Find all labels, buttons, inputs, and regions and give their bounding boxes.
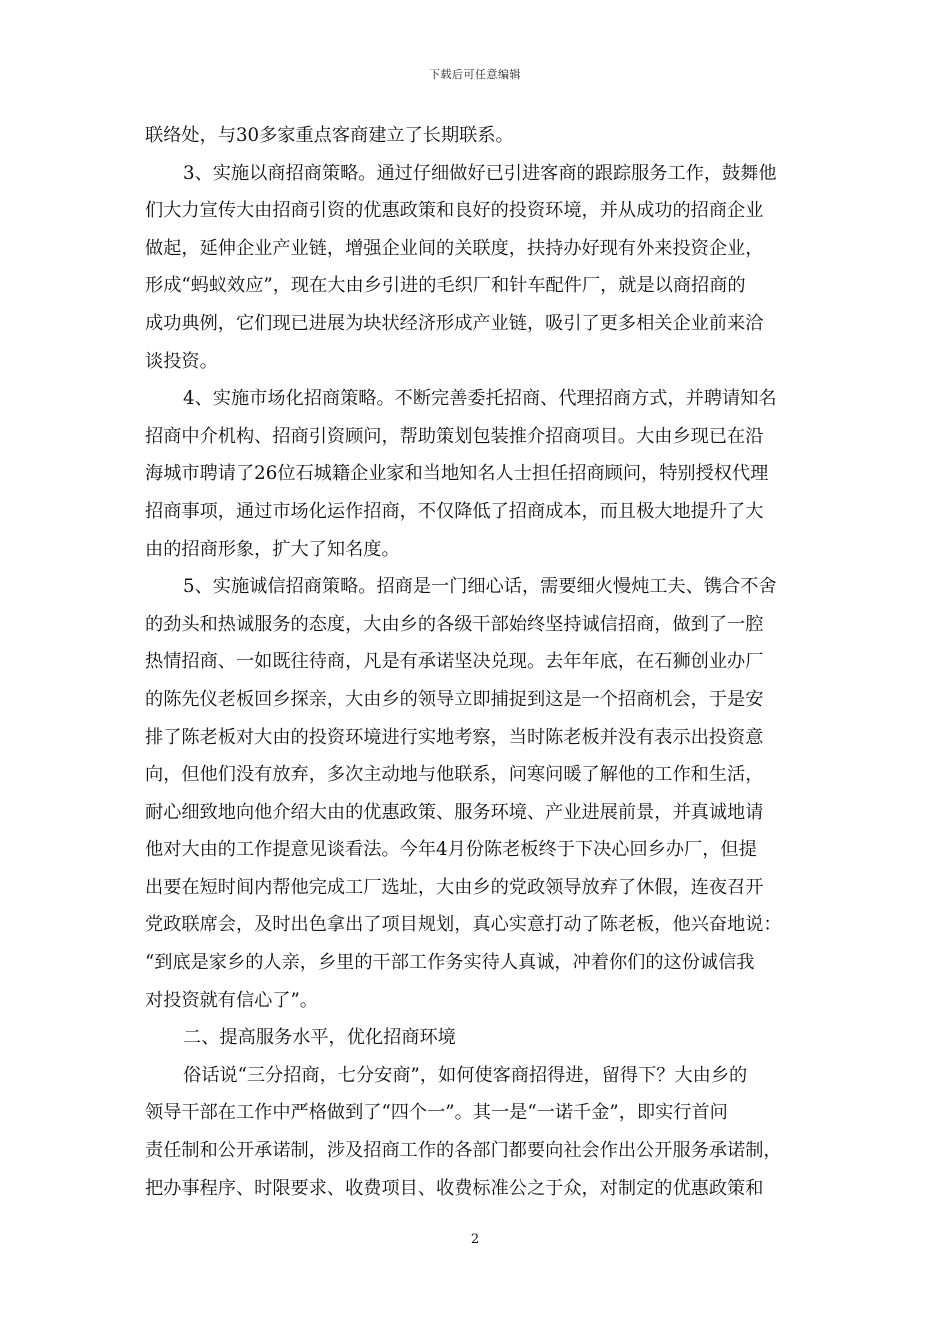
paragraph [145,117,807,155]
text-line: 4、实施市场化招商策略。不断完善委托招商、代理招商方式，并聘请知名 [183,388,777,410]
text-line: 出要在短时间内帮他完成工厂选址，大由乡的党政领导放弃了休假，连夜召开 [145,876,764,898]
text-line: 俗话说“三分招商，七分安商”，如何使客商招得进，留得下？大由乡的 [183,1064,748,1086]
paragraph [145,568,807,1019]
text-line: 领导干部在工作中严格做到了“四个一”。其一是“一诺千金”，即实行首问 [145,1102,728,1124]
text-line: 做起，延伸企业产业链，增强企业间的关联度，扶持办好现有外来投资企业， [145,237,764,259]
text-line: 招商事项，通过市场化运作招商，不仅降低了招商成本，而且极大地提升了大 [145,500,764,522]
text-line: 排了陈老板对大由的投资环境进行实地考察，当时陈老板并没有表示出投资意 [145,726,764,748]
text-line: 对投资就有信心了”。 [145,989,318,1011]
document-body [145,117,807,1207]
text-line: 的陈先仪老板回乡探亲，大由乡的领导立即捕捉到这是一个招商机会，于是安 [145,688,764,710]
text-line: 5、实施诚信招商策略。招商是一门细心话，需要细火慢炖工夫、镌合不舍 [183,576,777,598]
text-line: 形成“蚂蚁效应”，现在大由乡引进的毛织厂和针车配件厂，就是以商招商的 [145,275,746,297]
paragraph [145,380,807,568]
text-line: 党政联席会，及时出色拿出了项目规划，真心实意打动了陈老板，他兴奋地说： [145,914,782,936]
paragraph [145,1057,807,1207]
text-line: 由的招商形象，扩大了知名度。 [145,538,400,560]
text-line: 海城市聘请了26位石城籍企业家和当地知名人士担任招商顾问，特别授权代理 [145,463,769,485]
text-line: 向，但他们没有放弃，多次主动地与他联系，问寒问暖了解他的工作和生活， [145,764,764,786]
text-line: “到底是家乡的人亲，乡里的干部工作务实待人真诚，冲着你们的这份诚信我 [145,952,755,974]
text-line: 联络处，与30多家重点客商建立了长期联系。 [145,125,514,146]
text-line: 耐心细致地向他介绍大由的优惠政策、服务环境、产业进展前景，并真诚地请 [145,801,764,823]
text-line: 谈投资。 [145,350,218,372]
paragraph [145,1019,807,1057]
text-line: 二、提高服务水平，优化招商环境 [183,1027,456,1049]
text-line: 的劲头和热诚服务的态度，大由乡的各级干部始终坚持诚信招商，做到了一腔 [145,613,764,635]
text-line: 他对大由的工作提意见谈看法。今年4月份陈老板终于下决心回乡办厂，但提 [145,839,757,861]
text-line: 把办事程序、时限要求、收费项目、收费标准公之于众，对制定的优惠政策和 [145,1177,764,1199]
text-line: 们大力宣传大由招商引资的优惠政策和良好的投资环境，并从成功的招商企业 [145,200,764,222]
page-header: 下载后可任意编辑 [429,68,521,81]
text-line: 招商中介机构、招商引资顾问，帮助策划包装推介招商项目。大由乡现已在沿 [145,425,764,447]
text-line: 责任制和公开承诺制，涉及招商工作的各部门都要向社会作出公开服务承诺制， [145,1140,782,1162]
page-number: 2 [470,1232,480,1247]
text-line: 成功典例，它们现已进展为块状经济形成产业链，吸引了更多相关企业前来洽 [145,312,764,334]
text-line: 热情招商、一如既往待商，凡是有承诺坚决兑现。去年年底，在石狮创业办厂 [145,651,764,673]
paragraph [145,155,807,381]
text-line: 3、实施以商招商策略。通过仔细做好已引进客商的跟踪服务工作，鼓舞他 [183,162,777,184]
